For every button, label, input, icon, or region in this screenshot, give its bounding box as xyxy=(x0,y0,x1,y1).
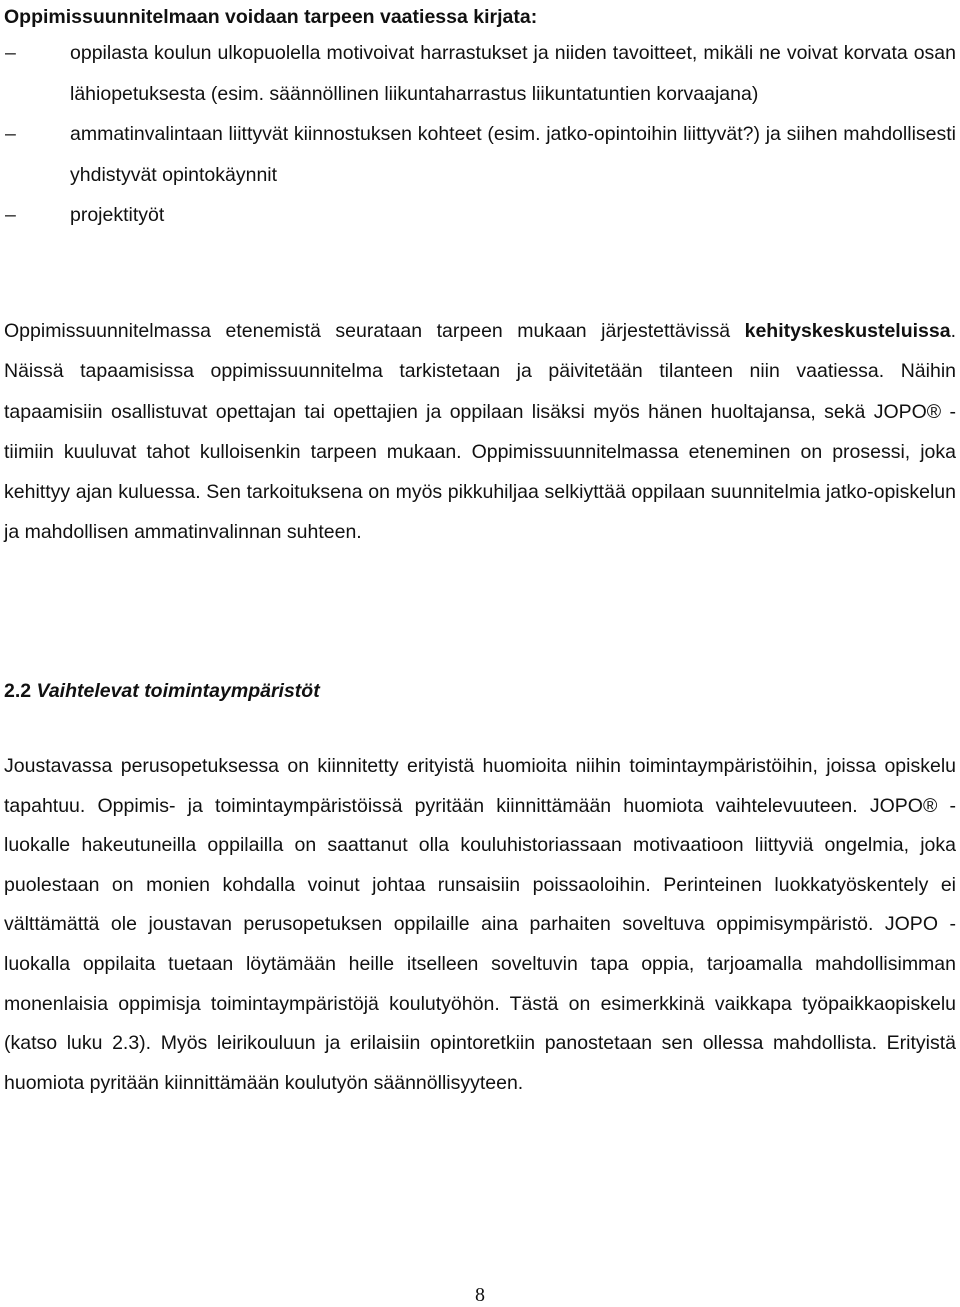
dash-bullet-icon: – xyxy=(5,123,16,145)
list-item xyxy=(4,33,956,114)
list-item xyxy=(4,114,956,195)
paragraph-development-discussions xyxy=(4,311,956,553)
bullet-list xyxy=(4,33,956,236)
paragraph-text-rest: . Näissä tapaamisissa oppimissuunnitelma tarkistetaan ja päivitetään tilanteen niin vaatiessa. Näihin tapaamisiin osallistuvat opettajan tai opettajien ja oppilaan lisäksi myös hänen huoltajansa, sekä JOPO® -tiimiin kuuluvat tahot kulloisenkin tarpeen mukaan. Oppimissuunnitelmassa eteneminen on prosessi, joka kehittyy ajan kuluessa. Sen tarkoituksena on myös pikkuhiljaa selkiyttää oppilaan suunnitelmia jatko-opiskelun ja mahdollisen ammatinvalinnan suhteen. xyxy=(4,320,956,544)
section-heading xyxy=(4,680,320,703)
list-item-text: ammatinvalintaan liittyvät kiinnostuksen kohteet (esim. jatko-opintoihin liittyvät?) ja siihen mahdollisesti yhdistyvät opintokäynnit xyxy=(70,123,956,186)
paragraph-text-start: Oppimissuunnitelmassa etenemistä seurataan tarpeen mukaan järjestettävissä xyxy=(4,320,745,342)
dash-bullet-icon: – xyxy=(5,204,16,226)
list-item-text: projektityöt xyxy=(70,204,165,226)
list-item-text: oppilasta koulun ulkopuolella motivoivat harrastukset ja niiden tavoitteet, mikäli ne voivat korvata osan lähiopetuksesta (esim. säännöllinen liikuntaharrastus liikuntatuntien korvaajana) xyxy=(70,42,956,105)
paragraph-learning-environments: Joustavassa perusopetuksessa on kiinnitetty erityistä huomioita niihin toimintaympäristöihin, joissa opiskelu tapahtuu. Oppimis- ja toimintaympäristöissä pyritään kiinnittämään huomiota vaihtelevuuteen. JOPO® -luokalle hakeutuneilla oppilailla on saattanut olla kouluhistoriassaan motivaatioon liittyviä ongelmia, joka puolestaan on monien kohdalla voinut johtaa runsaisiin poissaoloihin. Perinteinen luokkatyöskentely ei välttämättä ole joustavan perusopetuksen oppilaille aina parhaiten soveltuva oppimisympäristö. JOPO -luokalla oppilaita tuetaan löytämään heille itselleen soveltuvin tapa oppia, tarjoamalla mahdollisimman monenlaisia oppimisja toimintaympäristöjä koulutyöhön. Tästä on esimerkkinä vaikkapa työpaikkaopiskelu (katso luku 2.3). Myös leirikouluun ja erilaisiin opintoretkiin panostetaan sen ollessa mahdollista. Erityistä huomiota pyritään kiinnittämään koulutyön säännöllisyyteen. xyxy=(4,755,956,1094)
page-number: 8 xyxy=(475,1284,485,1306)
section-title: Vaihtelevat toimintaympäristöt xyxy=(36,680,320,702)
list-heading: Oppimissuunnitelmaan voidaan tarpeen vaatiessa kirjata: xyxy=(4,6,538,28)
dash-bullet-icon: – xyxy=(5,42,16,64)
bold-term: kehityskeskusteluissa xyxy=(744,320,951,342)
list-item xyxy=(4,195,956,236)
section-number: 2.2 xyxy=(4,680,32,702)
